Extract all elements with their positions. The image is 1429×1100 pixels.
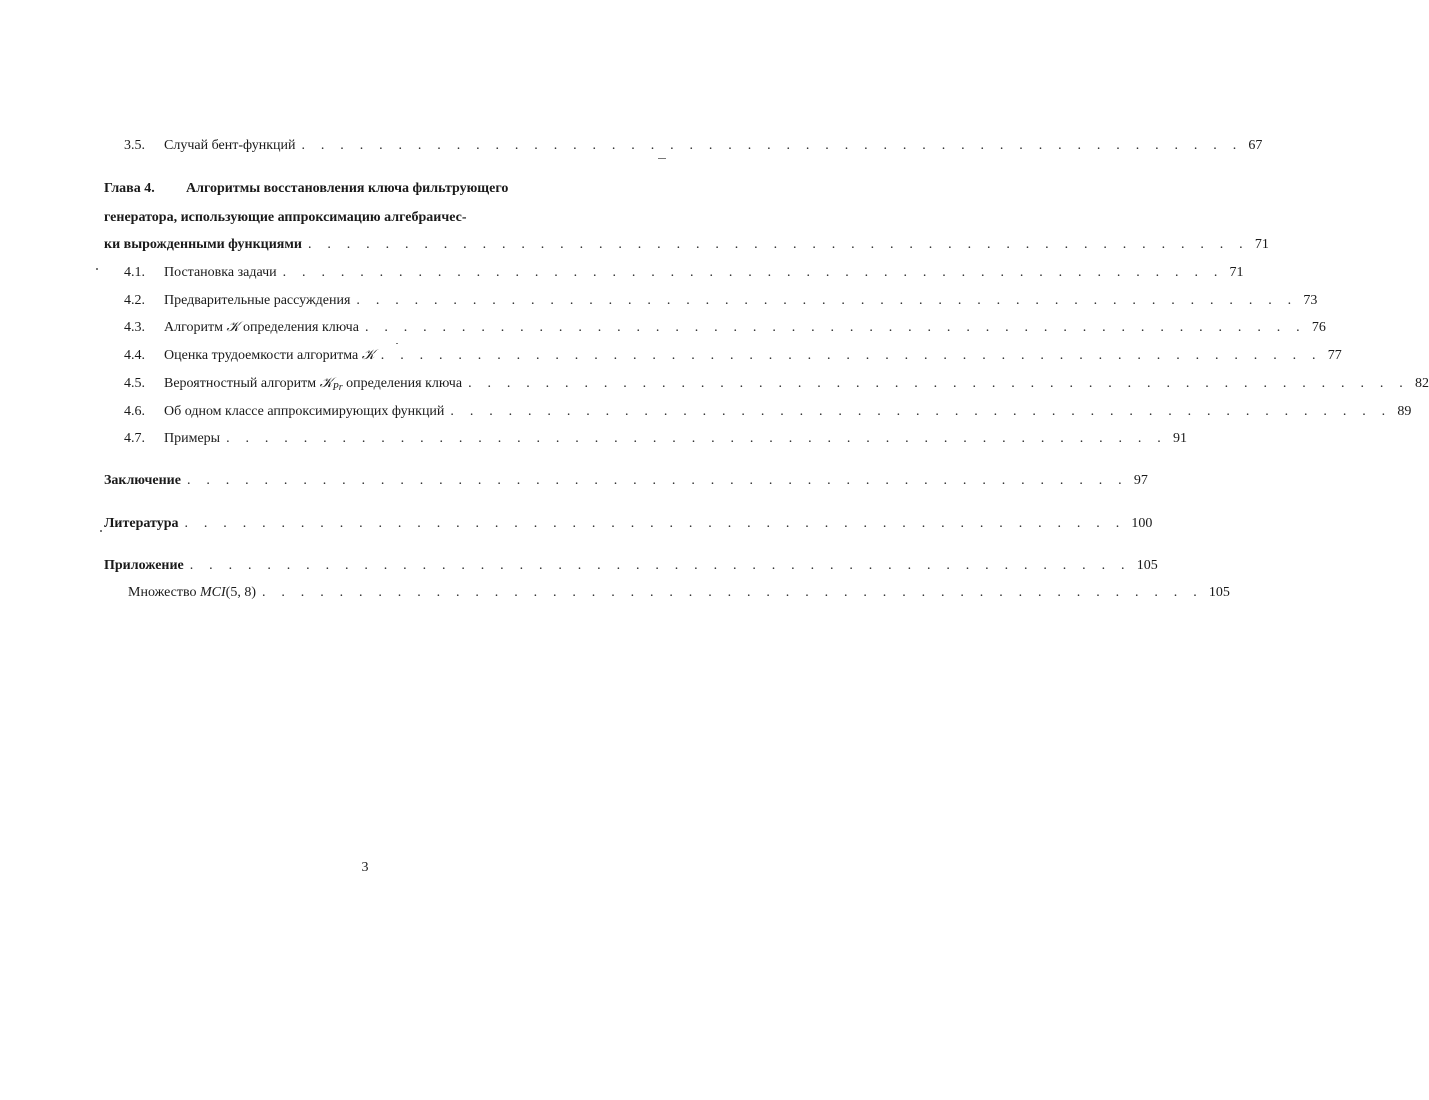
toc-entry-4-4: [124, 348, 1342, 364]
entry-number: 4.1.: [124, 265, 145, 280]
toc-entry-4-1: [124, 265, 1244, 281]
entry-page: 82: [1414, 376, 1429, 391]
title-text: определения ключа: [346, 376, 463, 391]
entry-title: [128, 585, 256, 601]
dot-leader: . . . . . . . . . . . . . . . . . . . . . . . . . . . . . . . . . . . . . . . . . . . . . . . . .: [356, 293, 1298, 308]
math-symbol: 𝒦: [319, 376, 333, 391]
dot-leader: . . . . . . . . . . . . . . . . . . . . . . . . . . . . . . . . . . . . . . . . . . . . . . . . .: [364, 320, 1306, 335]
scan-speck: [658, 158, 666, 159]
entry-page: 76: [1311, 320, 1326, 335]
dot-leader: . . . . . . . . . . . . . . . . . . . . . . . . . . . . . . . . . . . . . . . . . . . . . . . . .: [468, 376, 1409, 391]
entry-page: 105: [1136, 558, 1158, 573]
entry-page: 100: [1131, 516, 1153, 531]
title-text: Оценка трудоемкости алгоритма: [164, 348, 359, 363]
entry-number: 3.5.: [124, 138, 145, 153]
title-text: Алгоритм: [164, 320, 223, 335]
title-text: определения ключа: [242, 320, 359, 335]
dot-leader: . . . . . . . . . . . . . . . . . . . . . . . . . . . . . . . . . . . . . . . . . . . . . . . . .: [380, 348, 1322, 363]
math-symbol: 𝒦: [226, 320, 240, 335]
entry-title: [164, 376, 462, 393]
entry-page: 97: [1133, 473, 1148, 488]
title-text: Множество: [128, 585, 197, 600]
entry-page: 77: [1327, 348, 1342, 363]
dot-leader: . . . . . . . . . . . . . . . . . . . . . . . . . . . . . . . . . . . . . . . . . . . . . . . . .: [262, 585, 1203, 600]
scan-speck: [96, 268, 98, 270]
toc-entry-4-2: [124, 293, 1318, 309]
toc-entry-4-6: [124, 404, 1412, 420]
math-name: MCI: [200, 585, 226, 600]
math-args: (5, 8): [225, 585, 256, 600]
dot-leader: . . . . . . . . . . . . . . . . . . . . . . . . . . . . . . . . . . . . . . . . . . . . . . . . .: [301, 138, 1243, 153]
chapter-4-title-line-1: Алгоритмы восстановления ключа фильтрующего: [186, 181, 509, 196]
entry-title: Постановка задачи: [164, 265, 277, 280]
dot-leader: . . . . . . . . . . . . . . . . . . . . . . . . . . . . . . . . . . . . . . . . . . . . . . . . .: [189, 558, 1131, 573]
entry-number: 4.3.: [124, 320, 145, 335]
dot-leader: . . . . . . . . . . . . . . . . . . . . . . . . . . . . . . . . . . . . . . . . . . . . . . . . .: [226, 431, 1167, 446]
title-text: Вероятностный алгоритм: [164, 376, 317, 391]
toc-entry-3-5: [124, 138, 1263, 154]
entry-number: 4.6.: [124, 404, 145, 419]
math-symbol: 𝒦: [361, 348, 375, 363]
entry-page: 71: [1254, 237, 1269, 252]
toc-entry-literature: [104, 516, 1153, 532]
chapter-4-label: Глава 4.: [104, 181, 155, 196]
toc-entry-4-3: [124, 320, 1326, 336]
dot-leader: . . . . . . . . . . . . . . . . . . . . . . . . . . . . . . . . . . . . . . . . . . . . . . . . .: [307, 237, 1249, 252]
entry-number: 4.7.: [124, 431, 145, 446]
entry-page: 67: [1248, 138, 1263, 153]
dot-leader: . . . . . . . . . . . . . . . . . . . . . . . . . . . . . . . . . . . . . . . . . . . . . . . . .: [282, 265, 1224, 280]
entry-title: Об одном классе аппроксимирующих функций: [164, 404, 445, 419]
chapter-4-title-line-3: [104, 237, 1269, 253]
toc-entry-4-5: [124, 376, 1429, 393]
dot-leader: . . . . . . . . . . . . . . . . . . . . . . . . . . . . . . . . . . . . . . . . . . . . . . . . .: [186, 473, 1128, 488]
toc-entry-appendix-set: [128, 585, 1230, 601]
page-number: 3: [361, 860, 369, 875]
math-subscript: Pr: [332, 382, 343, 393]
dot-leader: . . . . . . . . . . . . . . . . . . . . . . . . . . . . . . . . . . . . . . . . . . . . . . . . .: [184, 516, 1126, 531]
toc-entry-4-7: [124, 431, 1187, 447]
entry-page: 89: [1397, 404, 1412, 419]
entry-title: Литература: [104, 516, 179, 531]
entry-title: Примеры: [164, 431, 221, 446]
toc-entry-conclusion: [104, 473, 1148, 489]
entry-number: 4.2.: [124, 293, 145, 308]
dot-leader: . . . . . . . . . . . . . . . . . . . . . . . . . . . . . . . . . . . . . . . . . . . . . . . . .: [450, 404, 1392, 419]
chapter-4-title-line-2: генератора, использующие аппроксимацию алгебраичес-: [104, 210, 467, 225]
entry-title: Заключение: [104, 473, 181, 488]
entry-page: 73: [1303, 293, 1318, 308]
entry-title: ки вырожденными функциями: [104, 237, 302, 252]
scan-speck: [396, 343, 398, 344]
entry-title: [164, 348, 375, 364]
entry-title: Случай бент-функций: [164, 138, 296, 153]
entry-title: Предварительные рассуждения: [164, 293, 351, 308]
entry-title: Приложение: [104, 558, 184, 573]
toc-entry-appendix: [104, 558, 1158, 574]
entry-number: 4.4.: [124, 348, 145, 363]
entry-page: 105: [1208, 585, 1230, 600]
entry-number: 4.5.: [124, 376, 145, 391]
entry-page: 71: [1229, 265, 1244, 280]
scan-speck: [100, 530, 102, 532]
entry-title: [164, 320, 359, 336]
entry-page: 91: [1173, 431, 1187, 446]
